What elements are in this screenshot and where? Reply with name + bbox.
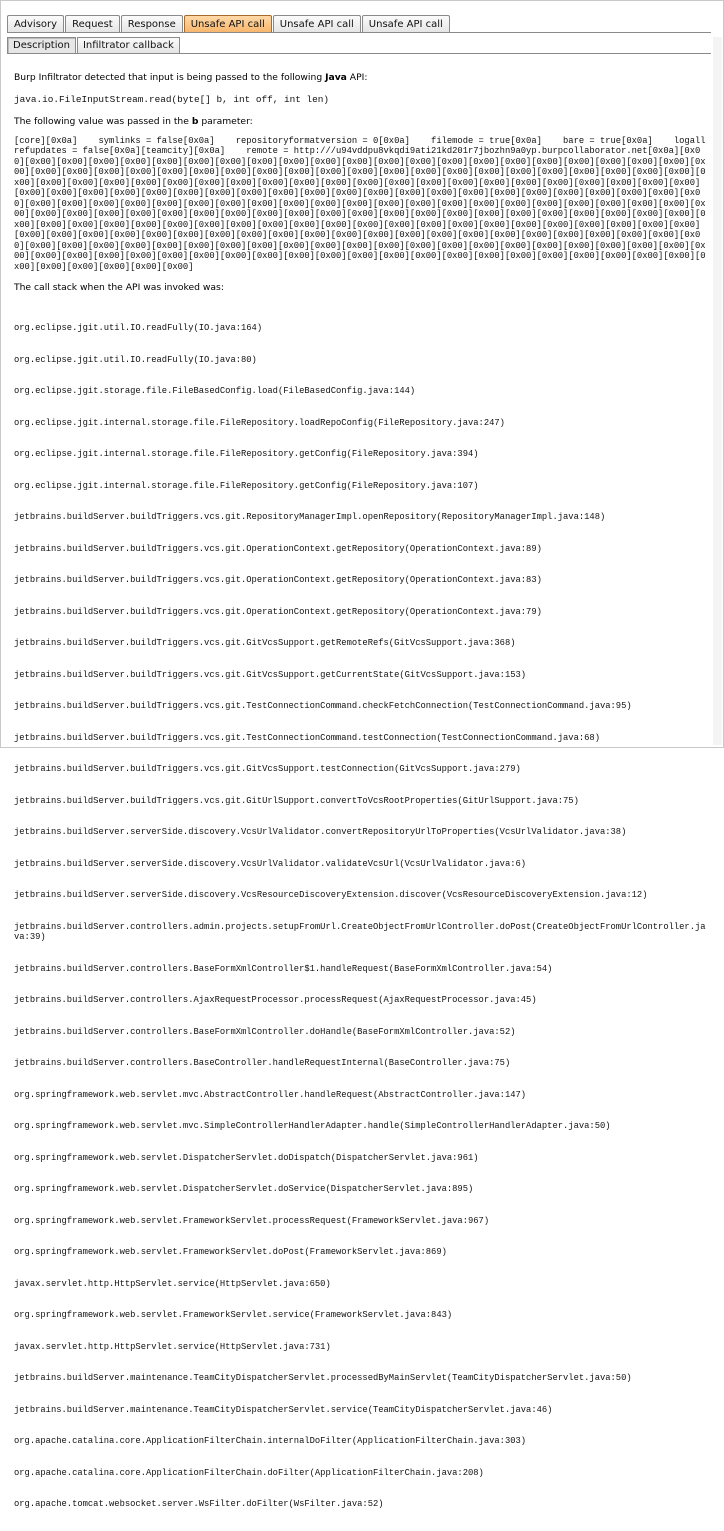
- callstack-line: jetbrains.buildServer.buildTriggers.vcs.git.GitVcsSupport.getRemoteRefs(GitVcsSupport.java:368): [14, 638, 516, 648]
- tab-unsafe-api-call-2[interactable]: Unsafe API call: [273, 15, 361, 33]
- subtab-infiltrator-callback[interactable]: Infiltrator callback: [77, 37, 180, 53]
- callstack-line: org.eclipse.jgit.internal.storage.file.FileRepository.loadRepoConfig(FileRepository.java:247): [14, 417, 505, 428]
- callstack-line: org.springframework.web.servlet.FrameworkServlet.doPost(FrameworkServlet.java:869): [14, 1247, 447, 1257]
- callstack-line: org.springframework.web.servlet.mvc.AbstractController.handleRequest(AbstractController.java:147): [14, 1089, 527, 1100]
- callstack-line: jetbrains.buildServer.buildTriggers.vcs.git.TestConnectionCommand.checkFetchConnection(TestConnectionCommand.java:95): [14, 701, 632, 711]
- tab-unsafe-api-call-1[interactable]: Unsafe API call: [184, 15, 272, 33]
- callstack-line: org.springframework.web.servlet.FrameworkServlet.processRequest(FrameworkServlet.java:967): [14, 1215, 490, 1226]
- tab-unsafe-api-call-3[interactable]: Unsafe API call: [362, 15, 450, 33]
- subtab-description[interactable]: Description: [7, 37, 76, 53]
- callstack-line: jetbrains.buildServer.maintenance.TeamCityDispatcherServlet.processedByMainServlet(TeamCityDispatcherServlet.java:50): [14, 1373, 632, 1383]
- callstack-line: org.eclipse.jgit.util.IO.readFully(IO.java:80): [14, 354, 257, 365]
- callstack-line: jetbrains.buildServer.controllers.admin.projects.setupFromUrl.CreateObjectFromUrlController.doPost(CreateObjectFromUrlController.java:39): [14, 921, 706, 942]
- callstack-line: javax.servlet.http.HttpServlet.service(HttpServlet.java:650): [14, 1278, 331, 1289]
- param-name: b: [191, 115, 199, 127]
- callstack-line: jetbrains.buildServer.serverSide.discovery.VcsResourceDiscoveryExtension.discover(VcsResourceDiscoveryExtension.java:12): [14, 890, 648, 900]
- callstack-line: org.apache.catalina.core.ApplicationFilterChain.doFilter(ApplicationFilterChain.java:208): [14, 1467, 484, 1478]
- parameter-text: [14, 116, 706, 128]
- tab-divider: [7, 32, 711, 33]
- callstack-line: org.eclipse.jgit.storage.file.FileBasedConfig.load(FileBasedConfig.java:144): [14, 386, 416, 396]
- subtab-divider: [7, 53, 711, 54]
- callstack-line: jetbrains.buildServer.controllers.BaseFormXmlController.doHandle(BaseFormXmlController.java:52): [14, 1026, 516, 1037]
- callstack-line: jetbrains.buildServer.buildTriggers.vcs.git.OperationContext.getRepository(OperationContext.java:89): [14, 543, 542, 554]
- param-prefix: The following value was passed in the: [14, 115, 192, 127]
- callstack-line: org.apache.tomcat.websocket.server.WsFilter.doFilter(WsFilter.java:52): [14, 1499, 384, 1509]
- description-content: [14, 72, 706, 1509]
- callstack-line: jetbrains.buildServer.buildTriggers.vcs.git.TestConnectionCommand.testConnection(TestConnectionCommand.java:68): [14, 732, 600, 743]
- callstack-line: jetbrains.buildServer.buildTriggers.vcs.git.OperationContext.getRepository(OperationContext.java:79): [14, 606, 542, 617]
- api-signature: java.io.FileInputStream.read(byte[] b, int off, int len): [14, 94, 330, 105]
- intro-text: [14, 72, 706, 84]
- callstack-line: javax.servlet.http.HttpServlet.service(HttpServlet.java:731): [14, 1341, 331, 1352]
- passed-value: [core][0x0a] symlinks = false[0x0a] repositoryformatversion = 0[0x0a] filemode = true[0x0a] bare = true[0x0a] logallrefupdates = false[0x0a][teamcity][0x0a] remote = http:///u94vddpu8vkqdi9ati21kd201r7jbozhn9a0yp.burpcollaborator.net[0x0a][0x00][0x00][0x00][0x00][0x00][0x00][0x00][0x00][0x00][0x00][0x00][0x00][0x00][0x00][0x00][0x00][0x00][0x00][0x00][0x00][0x00][0x00][0x00][0x00][0x00][0x00][0x00][0x00][0x00][0x00][0x00][0x00][0x00][0x00][0x00][0x00][0x00][0x00][0x00][0x00][0x00][0x00][0x00][0x00][0x00][0x00][0x00][0x00][0x00][0x00][0x00][0x00][0x00][0x00][0x00][0x00][0x00][0x00][0x00][0x00][0x00][0x00][0x00][0x00][0x00][0x00][0x00][0x00][0x00][0x00][0x00][0x00][0x00][0x00][0x00][0x00][0x00][0x00][0x00][0x00][0x00][0x00][0x00][0x00][0x00][0x00][0x00][0x00][0x00][0x00][0x00][0x00][0x00][0x00][0x00][0x00][0x00][0x00][0x00][0x00][0x00][0x00][0x00][0x00][0x00][0x00][0x00][0x00][0x00][0x00][0x00][0x00][0x00][0x00][0x00][0x00][0x00][0x00][0x00][0x00][0x00][0x00][0x00][0x00][0x00][0x00][0x00][0x00][0x00][0x00][0x00][0x00][0x00][0x00][0x00][0x00][0x00][0x00][0x00][0x00][0x00][0x00][0x00][0x00][0x00][0x00][0x00][0x00][0x00][0x00][0x00][0x00][0x00][0x00][0x00][0x00][0x00][0x00][0x00][0x00][0x00][0x00][0x00][0x00][0x00][0x00][0x00][0x00][0x00][0x00][0x00][0x00][0x00][0x00][0x00][0x00][0x00][0x00][0x00][0x00][0x00][0x00][0x00][0x00][0x00][0x00][0x00][0x00][0x00][0x00][0x00][0x00][0x00][0x00][0x00][0x00][0x00][0x00][0x00][0x00][0x00][0x00][0x00][0x00][0x00][0x00][0x00][0x00][0x00][0x00][0x00][0x00][0x00][0x00][0x00][0x00][0x00][0x00][0x00][0x00][0x00][0x00][0x00][0x00]: [14, 135, 706, 272]
- callstack-line: jetbrains.buildServer.serverSide.discovery.VcsUrlValidator.convertRepositoryUrlToProperties(VcsUrlValidator.java:38): [14, 827, 627, 837]
- callstack-line: jetbrains.buildServer.buildTriggers.vcs.git.GitUrlSupport.convertToVcsRootProperties(GitUrlSupport.java:75): [14, 795, 579, 806]
- param-suffix: parameter:: [198, 115, 253, 127]
- intro-suffix: API:: [346, 72, 368, 83]
- callstack-line: jetbrains.buildServer.buildTriggers.vcs.git.RepositoryManagerImpl.openRepository(RepositoryManagerImpl.java:148): [14, 512, 606, 522]
- callstack-list: [14, 302, 706, 1531]
- main-tab-bar: [7, 13, 451, 33]
- callstack-line: jetbrains.buildServer.serverSide.discovery.VcsUrlValidator.validateVcsUrl(VcsUrlValidator.java:6): [14, 858, 527, 869]
- callstack-line: jetbrains.buildServer.controllers.BaseController.handleRequestInternal(BaseController.java:75): [14, 1058, 511, 1068]
- tab-request[interactable]: Request: [65, 15, 120, 33]
- callstack-line: org.springframework.web.servlet.DispatcherServlet.doService(DispatcherServlet.java:895): [14, 1184, 474, 1194]
- callstack-line: jetbrains.buildServer.controllers.BaseFormXmlController$1.handleRequest(BaseFormXmlController.java:54): [14, 963, 553, 974]
- callstack-line: org.springframework.web.servlet.DispatcherServlet.doDispatch(DispatcherServlet.java:961): [14, 1152, 479, 1163]
- callstack-line: jetbrains.buildServer.maintenance.TeamCityDispatcherServlet.service(TeamCityDispatcherServlet.java:46): [14, 1404, 553, 1415]
- tab-advisory[interactable]: Advisory: [7, 15, 64, 33]
- callstack-line: jetbrains.buildServer.controllers.AjaxRequestProcessor.processRequest(AjaxRequestProcessor.java:45): [14, 995, 537, 1005]
- callstack-line: org.eclipse.jgit.internal.storage.file.FileRepository.getConfig(FileRepository.java:394): [14, 449, 479, 459]
- vertical-scrollbar[interactable]: [713, 37, 722, 745]
- callstack-line: jetbrains.buildServer.buildTriggers.vcs.git.OperationContext.getRepository(OperationContext.java:83): [14, 575, 542, 585]
- callstack-line: jetbrains.buildServer.buildTriggers.vcs.git.GitVcsSupport.testConnection(GitVcsSupport.java:279): [14, 764, 521, 774]
- callstack-line: org.eclipse.jgit.util.IO.readFully(IO.java:164): [14, 323, 263, 333]
- callstack-line: org.springframework.web.servlet.FrameworkServlet.service(FrameworkServlet.java:843): [14, 1310, 453, 1320]
- callstack-line: org.eclipse.jgit.internal.storage.file.FileRepository.getConfig(FileRepository.java:107): [14, 480, 479, 491]
- tab-response[interactable]: Response: [121, 15, 183, 33]
- intro-prefix: Burp Infiltrator detected that input is being passed to the following: [14, 72, 326, 83]
- callstack-heading: The call stack when the API was invoked was:: [14, 282, 224, 293]
- callstack-line: jetbrains.buildServer.buildTriggers.vcs.git.GitVcsSupport.getCurrentState(GitVcsSupport.java:153): [14, 669, 527, 680]
- callstack-line: org.springframework.web.servlet.mvc.SimpleControllerHandlerAdapter.handle(SimpleControllerHandlerAdapter.java:50): [14, 1121, 611, 1131]
- callstack-line: org.apache.catalina.core.ApplicationFilterChain.internalDoFilter(ApplicationFilterChain.java:303): [14, 1436, 527, 1446]
- intro-language: Java: [325, 72, 347, 83]
